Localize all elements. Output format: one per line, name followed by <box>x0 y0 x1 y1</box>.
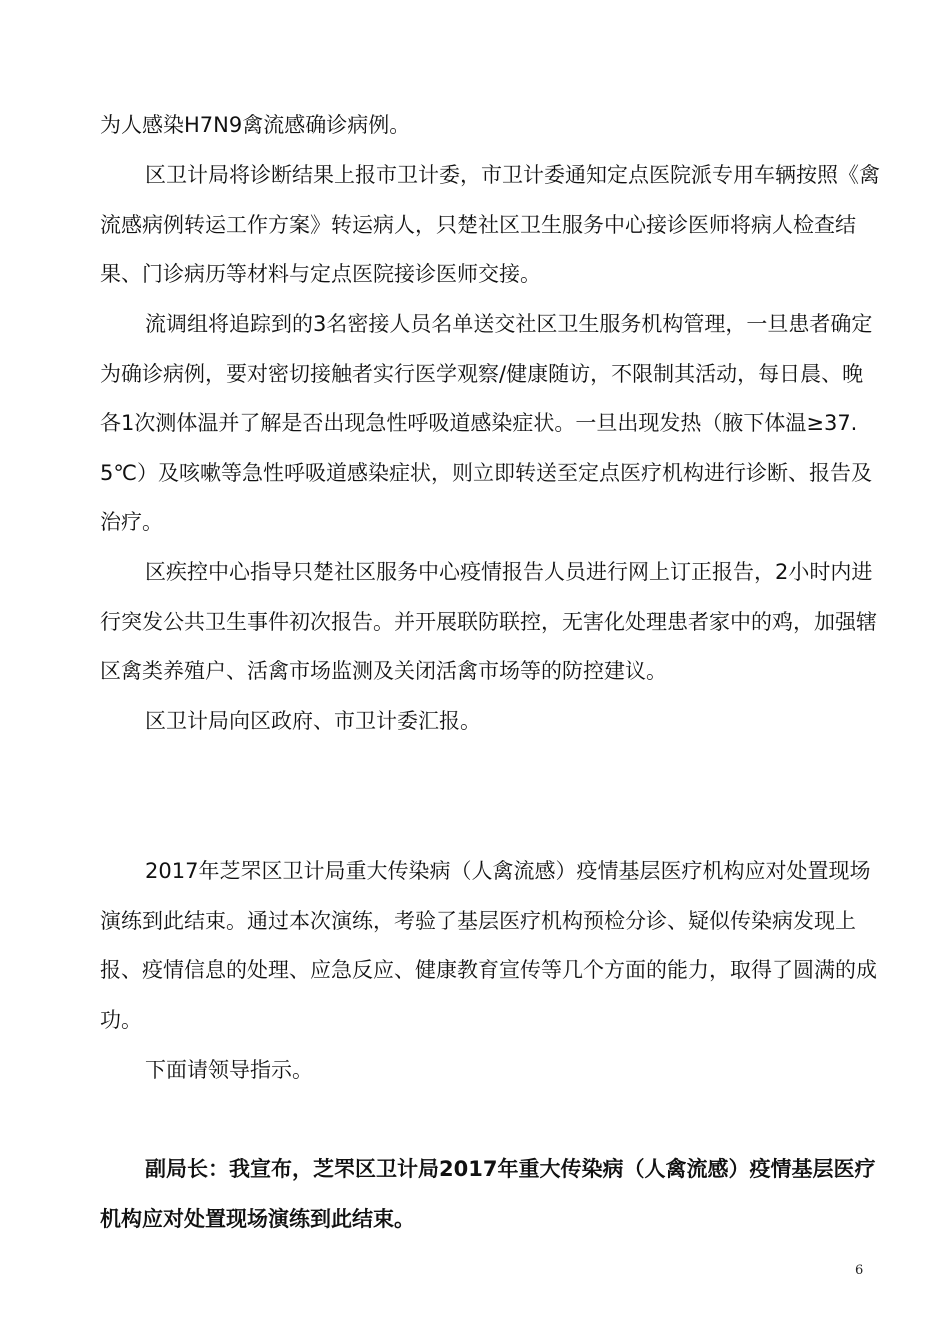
paragraph-7: 下面请领导指示。 <box>145 1058 313 1082</box>
paragraph-4: 区疾控中心指导只楚社区服务中心疫情报告人员进行网上订正报告，2小时内进行突发公共卫生事件初次报告。并开展联防联控，无害化处理患者家中的鸡，加强辖区禽类养殖户、活禽市场监测及关闭活禽市场等的防控建议。 <box>100 560 877 683</box>
paragraph-closing-statement: 副局长：我宣布，芝罘区卫计局2017年重大传染病（人禽流感）疫情基层医疗机构应对处置现场演练到此结束。 <box>100 1157 876 1231</box>
page-number: 6 <box>855 1263 864 1278</box>
paragraph-5: 区卫计局向区政府、市卫计委汇报。 <box>145 709 481 733</box>
paragraph-2: 区卫计局将诊断结果上报市卫计委，市卫计委通知定点医院派专用车辆按照《禽流感病例转运工作方案》转运病人，只楚社区卫生服务中心接诊医师将病人检查结果、门诊病历等材料与定点医院接诊医师交接。 <box>100 163 880 286</box>
paragraph-6: 2017年芝罘区卫计局重大传染病（人禽流感）疫情基层医疗机构应对处置现场演练到此结束。通过本次演练，考验了基层医疗机构预检分诊、疑似传染病发现上报、疫情信息的处理、应急反应、健康教育宣传等几个方面的能力，取得了圆满的成功。 <box>100 859 877 1032</box>
paragraph-1: 为人感染H7N9禽流感确诊病例。 <box>100 113 411 137</box>
paragraph-3: 流调组将追踪到的3名密接人员名单送交社区卫生服务机构管理，一旦患者确定为确诊病例，要对密切接触者实行医学观察/健康随访，不限制其活动，每日晨、晚各1次测体温并了解是否出现急性呼吸道感染症状。一旦出现发热（腋下体温≥37.5℃）及咳嗽等急性呼吸道感染症状，则立即转送至定点医疗机构进行诊断、报告及治疗。 <box>100 312 873 534</box>
